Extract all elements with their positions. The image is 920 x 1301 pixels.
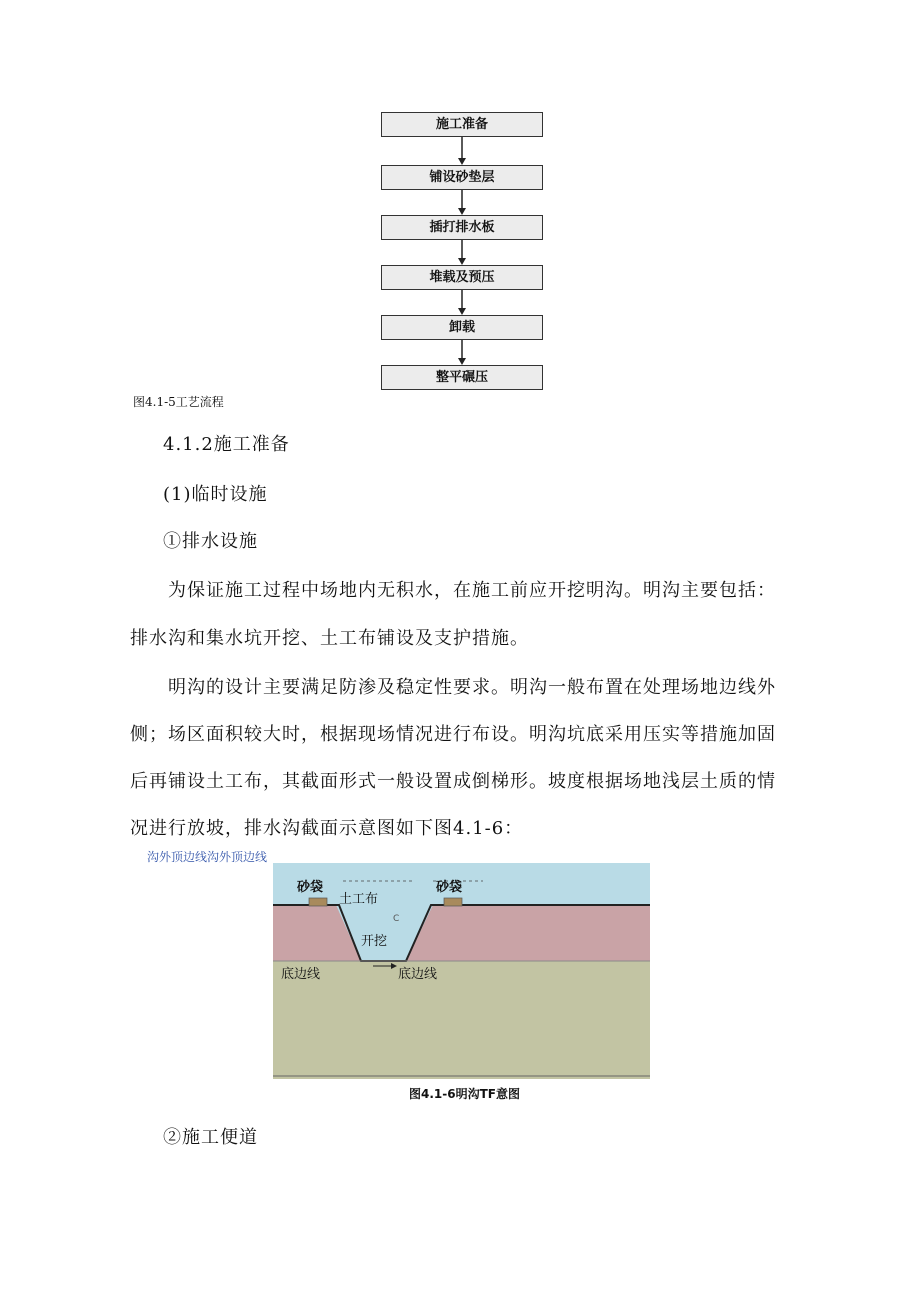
paragraph-line: 明沟的设计主要满足防渗及稳定性要求。明沟一般布置在处理场地边线外	[168, 677, 776, 698]
flowchart-caption: 图4.1-5工艺流程	[133, 395, 224, 409]
flow-step-4: 堆载及预压	[381, 265, 543, 290]
label-bottom-line-left: 底边线	[281, 967, 321, 982]
sub-heading: (1)临时设施	[163, 484, 268, 505]
flow-step-1: 施工准备	[381, 112, 543, 137]
flow-arrow-icon	[455, 240, 469, 266]
label-slope: C	[393, 914, 400, 924]
lower-soil-layer	[273, 961, 650, 1079]
paragraph-line: 后再铺设土工布，其截面形式一般设置成倒梯形。坡度根据场地浅层土质的情	[130, 771, 776, 792]
paragraph-line: 侧；场区面积较大时，根据现场情况进行布设。明沟坑底采用压实等措施加固	[130, 724, 776, 745]
upper-soil-layer	[273, 905, 650, 961]
figure-top-note: 沟外顶边线沟外顶边线	[147, 850, 268, 864]
flow-step-3: 插打排水板	[381, 215, 543, 240]
section-heading: 4.1.2施工准备	[163, 434, 290, 455]
sandbag-icon	[444, 898, 462, 906]
item-heading: ①排水设施	[163, 531, 258, 552]
flow-step-5: 卸载	[381, 315, 543, 340]
next-item-heading: ②施工便道	[163, 1127, 258, 1148]
sandbag-icon	[309, 898, 327, 906]
flow-arrow-icon	[455, 190, 469, 216]
label-sandbag-right: 砂袋	[436, 880, 463, 895]
label-sandbag-left: 砂袋	[297, 880, 324, 895]
label-geotextile: 土工布	[339, 892, 379, 907]
paragraph-line: 排水沟和集水坑开挖、土工布铺设及支护措施。	[130, 628, 529, 649]
label-excavation: 开挖	[361, 934, 388, 949]
ditch-figure-caption: 图4.1-6明沟TF意图	[409, 1087, 520, 1101]
flow-step-6: 整平碾压	[381, 365, 543, 390]
label-bottom-line-right: 底边线	[398, 967, 438, 982]
paragraph-line: 况进行放坡，排水沟截面示意图如下图4.1-6：	[130, 818, 524, 839]
flow-step-2: 铺设砂垫层	[381, 165, 543, 190]
ditch-cross-section-figure	[273, 863, 650, 1079]
flow-arrow-icon	[455, 290, 469, 316]
paragraph-line: 为保证施工过程中场地内无积水，在施工前应开挖明沟。明沟主要包括：	[168, 580, 776, 601]
flow-arrow-icon	[455, 137, 469, 166]
flow-arrow-icon	[455, 340, 469, 366]
